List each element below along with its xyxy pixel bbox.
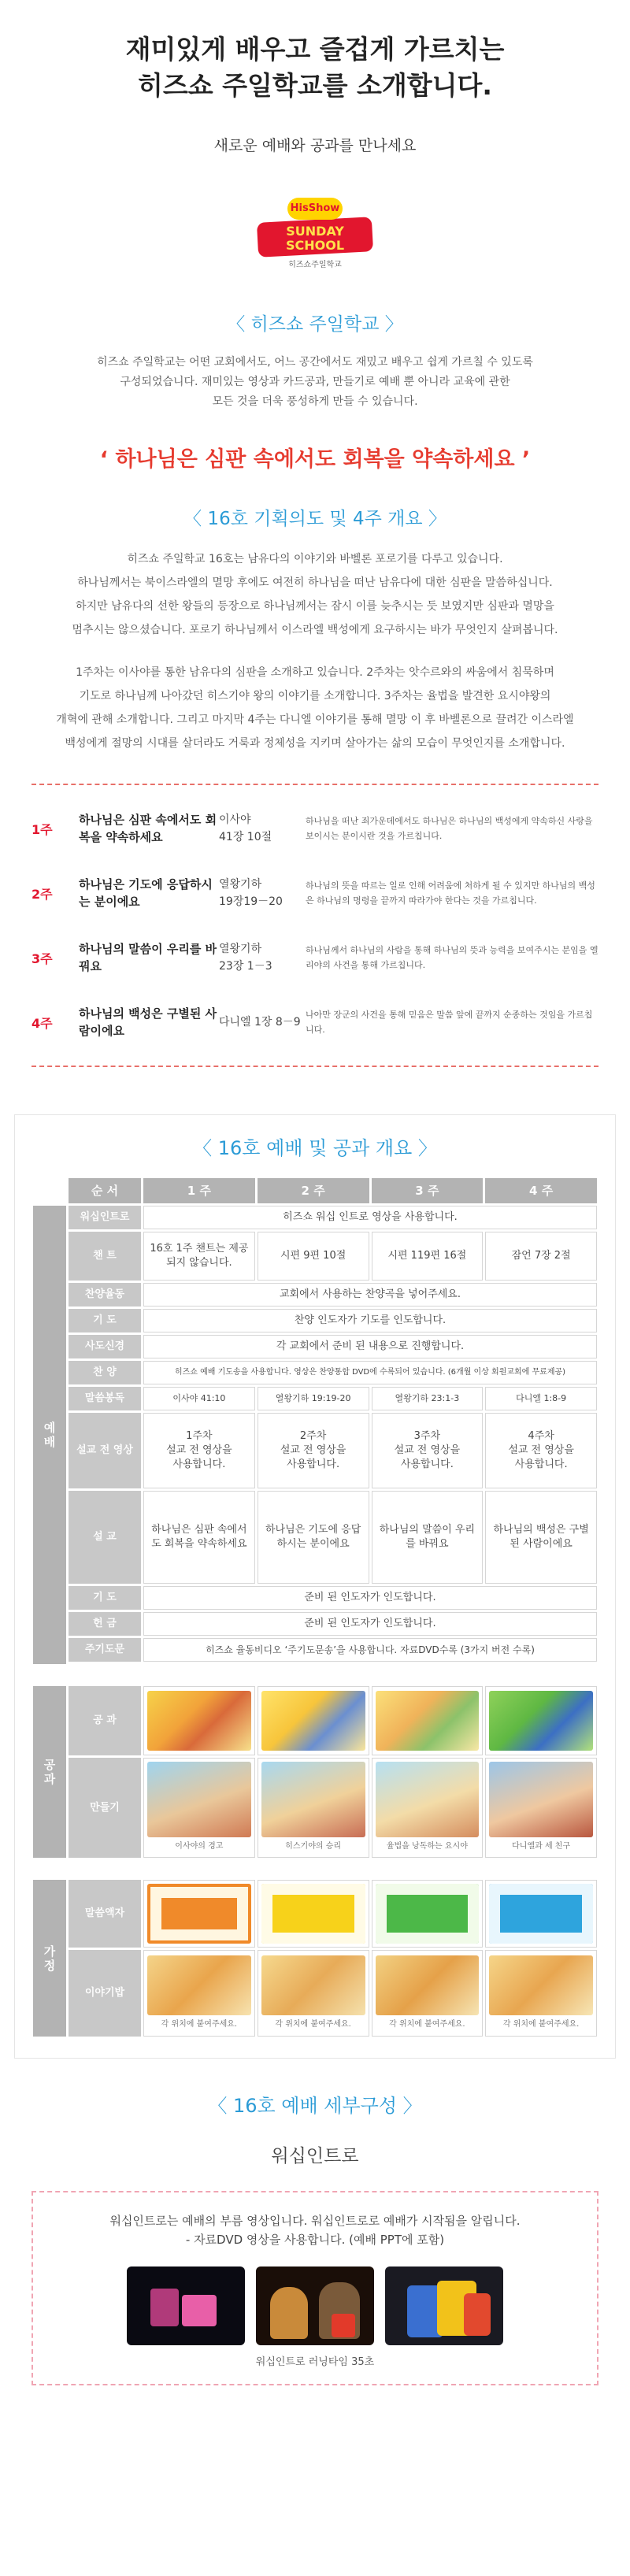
verse-frame-image [372, 1880, 484, 1948]
table-row: 기 도 준비 된 인도자가 인도합니다. [33, 1586, 597, 1610]
week-title: 하나님의 백성은 구별된 사람이에요 [79, 1006, 217, 1038]
video-thumbnail[interactable] [385, 2267, 503, 2345]
plan-title: 〈 16호 기획의도 및 4주 개요 〉 [183, 509, 447, 529]
story-board-item: 각 위치에 붙여주세요. [485, 1950, 597, 2037]
plan-paragraph-1: 히즈쇼 주일학교 16호는 남유다의 이야기와 바벨론 포로기를 다루고 있습니다. 하나님께서는 북이스라엘의 멸망 후에도 여전히 하나님을 떠난 남유다에 대한 심판을 말씀하십니다. 하지만 남유다의 선한 왕들의 등장으로 하나님께서는 잠시 이를 늦추시는 듯 보였지만 심판과 멸망을 멈추시는 않으셨습니다. 포로기 하나님께서 이스라엘 백성에게 요구하시는 바가 무엇인지 살펴봅니다. [72, 553, 558, 636]
verse-frame-image [485, 1880, 597, 1948]
plan-paragraph-2: 1주차는 이사야를 통한 남유다의 심판을 소개하고 있습니다. 2주차는 앗수르와의 싸움에서 침묵하며 기도로 하나님께 나아갔던 히스기야 왕의 이야기를 소개합니다. 3주차는 율법을 발견한 요시야왕의 개혁에 관해 소개합니다. 그리고 마지막 4주는 다니엘 이야기를 통해 멸망 이 후 바벨론으로 끌려간 이스라엘 백성에게 절망의 시대를 살더라도 거룩과 정체성을 지키며 살아가는 삶의 모습이 무엇인지를 소개합니다. [56, 666, 574, 750]
week-reference: 이사야 41장 10절 [219, 814, 272, 843]
craft-item: 이사야의 경고 [143, 1758, 255, 1858]
lesson-card-image [372, 1686, 484, 1755]
story-board-item: 각 위치에 붙여주세요. [143, 1950, 255, 2037]
sunday-school-logo [248, 188, 382, 275]
week-description: 하나님의 뜻을 따르는 일로 인해 어려움에 처하게 될 수 있지만 하나님의 백성은 하나님의 명령을 끝까지 따라가야 한다는 것을 가르칩니다. [306, 880, 595, 906]
video-caption: 워십인트로 러닝타임 35초 [255, 2356, 375, 2368]
table-row: 말씀봉독 이사야 41:10 열왕기하 19:19-20 열왕기하 23:1-3 다니엘 1:8-9 [33, 1387, 597, 1410]
logo-wrap [0, 188, 630, 283]
week-number: 1주 [32, 821, 53, 837]
table-row: 찬양율동 교회에서 사용하는 찬양곡을 넣어주세요. [33, 1283, 597, 1307]
table-row: 설 교 하나님은 심판 속에서도 회복을 약속하세요 하나님은 기도에 응답하시는 분이에요 하나님의 말씀이 우리를 바꿔요 하나님의 백성은 구별된 사람이에요 [33, 1491, 597, 1584]
story-board-item: 각 위치에 붙여주세요. [372, 1950, 484, 2037]
home-table [31, 1877, 599, 2039]
week-number: 3주 [32, 951, 53, 966]
worship-table [31, 1176, 599, 1666]
week-description: 나아만 장군의 사건을 통해 믿음은 말씀 앞에 끝까지 순종하는 것임을 가르칩니다. [306, 1010, 593, 1035]
main-quote: ‘ 하나님은 심판 속에서도 회복을 약속하세요 ’ [99, 447, 531, 472]
craft-item: 다니엘과 세 친구 [485, 1758, 597, 1858]
logo-main-text: SUNDAY SCHOOL [285, 224, 345, 253]
table-row: 헌 금 준비 된 인도자가 인도합니다. [33, 1612, 597, 1636]
week-number: 4주 [32, 1015, 53, 1031]
craft-item: 율법을 낭독하는 요시야 [372, 1758, 484, 1858]
table-header-row [33, 1178, 597, 1203]
hero-section [0, 0, 630, 283]
verse-frame-image [258, 1880, 369, 1948]
table-row: 사도신경 각 교회에서 준비 된 내용으로 진행합니다. [33, 1335, 597, 1358]
story-board-item: 각 위치에 붙여주세요. [258, 1950, 369, 2037]
verse-frame-image [143, 1880, 255, 1948]
table-row: 주기도문 히즈쇼 율동비디오 ‘주기도문송’을 사용합니다. 자료DVD수록 (3가지 버전 수록) [33, 1638, 597, 1662]
lesson-card-image [485, 1686, 597, 1755]
list-item [32, 990, 598, 1054]
lesson-card-image [143, 1686, 255, 1755]
week-description: 하나님께서 하나님의 사람을 통해 하나님의 뜻과 능력을 보여주시는 분임을 엘리야의 사건을 통해 가르칩니다. [306, 945, 598, 970]
details-line-1: 워십인트로는 예배의 부름 영상입니다. 워십인트로로 예배가 시작됨을 알립니다. [109, 2214, 521, 2228]
video-thumbnail[interactable] [127, 2267, 245, 2345]
lesson-table [31, 1684, 599, 1860]
craft-item: 히스기야의 승리 [258, 1758, 369, 1858]
header-week-3: 3 주 [372, 1178, 484, 1203]
header-week-1: 1 주 [143, 1178, 255, 1203]
table-row: 챈 트 16호 1주 챈트는 제공되지 않습니다. 시편 9편 10절 시편 119편 16절 잠언 7장 2절 [33, 1232, 597, 1281]
overview-title: 〈 16호 예배 및 공과 개요 〉 [193, 1137, 437, 1159]
worship-intro-box [32, 2191, 598, 2385]
weekly-summary-list [32, 784, 598, 1067]
worship-side-label: 예 배 [33, 1206, 66, 1664]
week-reference: 다니엘 1장 8－9 [219, 1016, 301, 1029]
table-row: 만들기 이사야의 경고 히스기야의 승리 율법을 낭독하는 요시야 다니엘과 세 친구 [33, 1758, 597, 1858]
logo-small-text: 히즈쇼주일학교 [288, 261, 342, 269]
week-description: 하나님을 떠난 죄가운데에서도 하나님은 하나님의 백성에게 약속하신 사랑을 보이시는 분이시란 것을 가르칩니다. [306, 816, 593, 841]
home-side-label: 가 정 [33, 1880, 66, 2037]
table-row: 예 배 워십인트로 히즈쇼 워십 인트로 영상을 사용합니다. [33, 1206, 597, 1229]
table-row: 설교 전 영상 1주차 설교 전 영상을 사용합니다. 2주차 설교 전 영상을 사용합니다. 3주차 설교 전 영상을 사용합니다. 4주차 설교 전 영상을 사용합니다. [33, 1413, 597, 1488]
overview-section [14, 1114, 616, 2059]
header-week-4: 4 주 [485, 1178, 597, 1203]
details-subtitle: 워십인트로 [271, 2146, 359, 2166]
intro-text: 히즈쇼 주일학교는 어떤 교회에서도, 어느 공간에서도 재밌고 배우고 쉽게 가르칠 수 있도록 구성되었습니다. 재미있는 영상과 카드공과, 만들기로 예배 뿐 아니라 교육에 관한 모든 것을 더욱 풍성하게 만들 수 있습니다. [97, 356, 533, 408]
lesson-card-image [258, 1686, 369, 1755]
week-title: 하나님의 말씀이 우리를 바꿔요 [79, 942, 217, 973]
details-line-2: - 자료DVD 영상을 사용합니다. (예배 PPT에 포함) [185, 2233, 445, 2247]
video-thumbnail[interactable] [256, 2267, 374, 2345]
table-row: 기 도 찬양 인도자가 기도를 인도합니다. [33, 1309, 597, 1332]
list-item [32, 925, 598, 990]
lesson-side-label: 공 과 [33, 1686, 66, 1858]
video-thumbnails [49, 2267, 581, 2345]
table-row: 이야기밥 각 위치에 붙여주세요. 각 위치에 붙여주세요. 각 위치에 붙여주세요. 각 위치에 붙여주세요. [33, 1950, 597, 2037]
logo-top-text: HisShow [287, 198, 343, 220]
intro-title: 〈 히즈쇼 주일학교 〉 [227, 314, 403, 335]
week-number: 2주 [32, 886, 53, 902]
hero-title: 재미있게 배우고 즐겁게 가르치는 히즈쇼 주일학교를 소개합니다. [125, 34, 505, 101]
list-item [32, 796, 598, 861]
table-row: 찬 양 히즈쇼 예배 기도송을 사용합니다. 영상은 찬양통합 DVD에 수록되어 있습니다. (6개월 이상 회원교회에 무료제공) [33, 1361, 597, 1384]
week-reference: 열왕기하 19장19－20 [219, 878, 283, 908]
details-title: 〈 16호 예배 세부구성 〉 [208, 2095, 422, 2117]
week-reference: 열왕기하 23장 1－3 [219, 943, 272, 973]
week-title: 하나님은 기도에 응답하시는 분이에요 [79, 877, 213, 909]
table-row: 공 과 공 과 [33, 1686, 597, 1755]
hero-subtitle: 새로운 예배와 공과를 만나세요 [213, 137, 417, 154]
header-order: 순 서 [69, 1178, 141, 1203]
table-row: 가 정 말씀액자 [33, 1880, 597, 1948]
list-item [32, 861, 598, 925]
week-title: 하나님은 심판 속에서도 회복을 약속하세요 [79, 813, 217, 844]
header-week-2: 2 주 [258, 1178, 369, 1203]
